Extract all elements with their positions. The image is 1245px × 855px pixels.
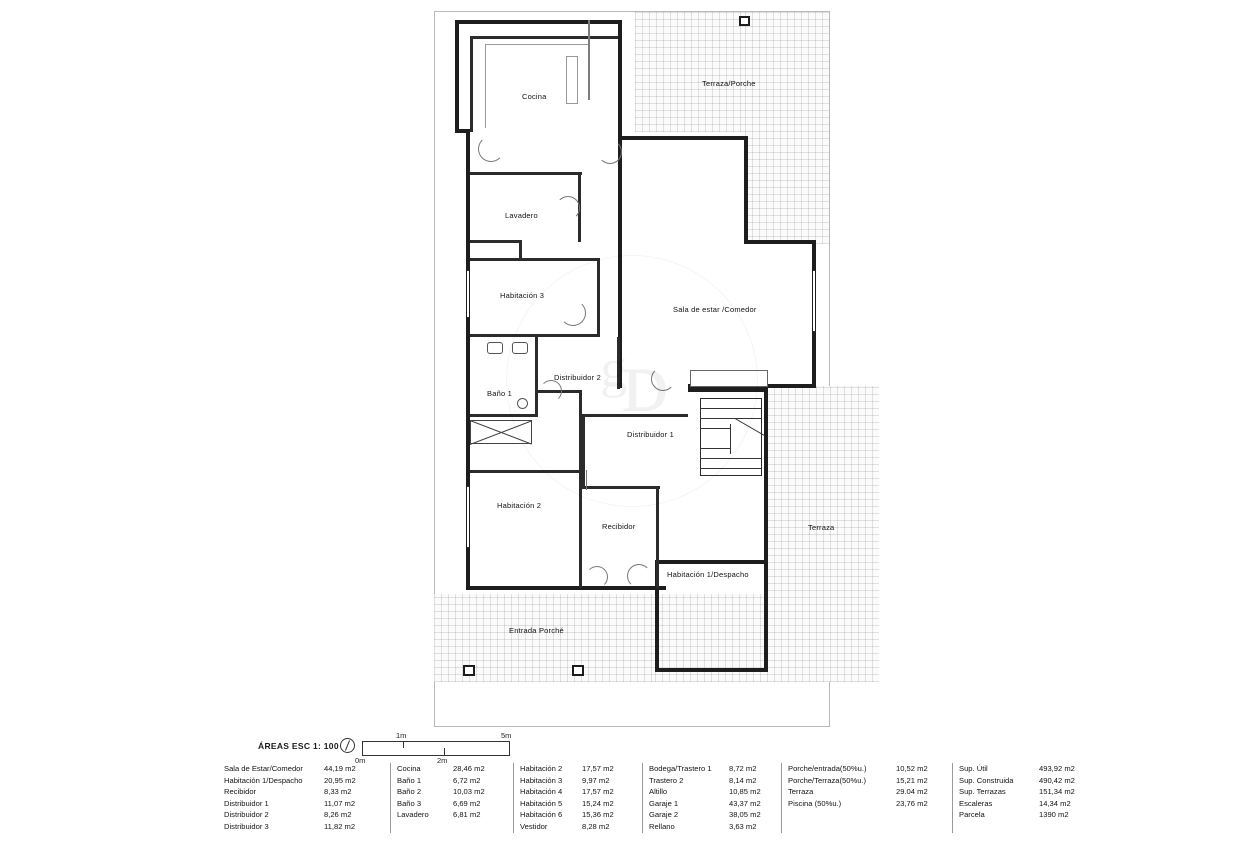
wall-hab3-right — [597, 258, 600, 336]
scale-tick-1m — [403, 741, 404, 748]
door-arc — [586, 566, 608, 588]
wall-dist1-top — [582, 414, 688, 417]
areas-row — [788, 786, 944, 798]
areas-row — [520, 786, 634, 798]
areas-row — [397, 775, 505, 787]
wall-salon-right-upper — [744, 136, 748, 244]
area-value: 11,07 m2 — [324, 798, 356, 808]
areas-row — [520, 798, 634, 810]
areas-row — [649, 821, 773, 833]
areas-column-4 — [642, 763, 781, 833]
area-value: 10,03 m2 — [453, 787, 485, 797]
toilet-icon — [517, 398, 528, 409]
wall-top — [455, 20, 622, 24]
wall-right-lower — [764, 388, 768, 670]
wall-kitchen-inner-top — [470, 36, 618, 39]
scale-line-bottom — [362, 755, 510, 756]
areas-row — [959, 775, 1091, 787]
door-leaf — [586, 470, 587, 490]
area-name: Sala de Estar/Comedor — [224, 764, 303, 773]
area-value: 44,19 m2 — [324, 764, 356, 773]
room-label-distribuidor-2: Distribuidor 2 — [554, 373, 601, 382]
area-name: Vestidor — [520, 821, 548, 831]
scale-line-top-right — [444, 741, 510, 742]
area-value: 151,34 m2 — [1039, 787, 1075, 797]
wall-kitchen-right — [618, 20, 622, 140]
room-label-bano-1: Baño 1 — [487, 389, 512, 398]
area-value: 10,52 m2 — [896, 764, 928, 773]
areas-row — [397, 786, 505, 798]
areas-row — [788, 775, 944, 787]
room-label-lavadero: Lavadero — [505, 211, 538, 220]
area-name: Sup. Terrazas — [959, 787, 1006, 797]
door-arc — [560, 300, 586, 326]
room-label-habitacion-3: Habitación 3 — [500, 291, 545, 300]
areas-row — [224, 775, 382, 787]
stair-step — [700, 458, 762, 459]
areas-row — [649, 763, 773, 775]
areas-row — [397, 809, 505, 821]
area-name: Garaje 2 — [649, 810, 679, 820]
wall-dist2-upper-right — [617, 337, 620, 389]
wall-salon-top — [664, 136, 748, 140]
area-name: Altillo — [649, 787, 668, 797]
hatch-terraza — [767, 386, 879, 682]
sink-icon — [487, 342, 503, 354]
wall-recibidor-top — [582, 486, 660, 489]
scale-tick-2m — [444, 748, 445, 755]
areas-row — [224, 821, 382, 833]
room-label-cocina: Cocina — [522, 92, 547, 101]
area-name: Porche/entrada(50%u.) — [788, 764, 867, 773]
wall-left-step — [455, 129, 470, 133]
door-arc — [540, 380, 562, 402]
wall-bano1-bottom — [470, 414, 538, 417]
wall-hab2-top — [470, 470, 582, 473]
areas-column-5 — [781, 763, 952, 833]
door-arc — [556, 196, 580, 220]
window — [467, 486, 469, 548]
area-value: 6,69 m2 — [453, 798, 481, 808]
terrace-rail — [690, 370, 768, 387]
scale-tick-label-1m: 1m — [396, 731, 407, 740]
areas-row — [520, 809, 634, 821]
area-name: Habitación 1/Despacho — [224, 775, 303, 785]
north-arrow-icon — [340, 738, 355, 753]
porch-post-inner — [741, 18, 748, 24]
room-label-entrada-porche: Entrada Porché — [509, 626, 564, 635]
areas-row — [649, 786, 773, 798]
scale-tick-5m — [509, 741, 510, 755]
area-value: 6,72 m2 — [453, 775, 481, 785]
areas-row — [224, 786, 382, 798]
wall-salon-step — [744, 240, 816, 244]
area-value: 17,57 m2 — [582, 764, 614, 773]
area-name: Baño 2 — [397, 787, 422, 797]
area-name: Terraza — [788, 787, 814, 797]
wall-lavadero-step — [519, 240, 522, 260]
area-value: 8,14 m2 — [729, 775, 757, 785]
area-name: Baño 1 — [397, 775, 422, 785]
area-name: Habitación 3 — [520, 775, 563, 785]
kitchen-counter — [485, 44, 589, 45]
area-value: 15,24 m2 — [582, 798, 614, 808]
wall-bottom-right — [655, 668, 768, 672]
area-value: 3,63 m2 — [729, 821, 757, 831]
areas-row — [959, 786, 1091, 798]
porch-post-2-inner — [465, 667, 473, 674]
area-name: Habitación 2 — [520, 764, 563, 773]
door-arc — [598, 140, 622, 164]
wall-hab3-top — [470, 258, 600, 261]
areas-row — [649, 809, 773, 821]
room-label-distribuidor-1: Distribuidor 1 — [627, 430, 674, 439]
areas-column-2 — [390, 763, 513, 833]
area-value: 8,28 m2 — [582, 821, 610, 831]
sink-icon — [512, 342, 528, 354]
area-name: Garaje 1 — [649, 798, 679, 808]
door-arc — [651, 367, 675, 391]
area-name: Distribuidor 2 — [224, 810, 269, 820]
wall-right-lower-top — [688, 388, 768, 392]
area-name: Bodega/Trastero 1 — [649, 764, 712, 773]
wall-lavadero-bottom — [470, 240, 522, 243]
window — [467, 270, 469, 318]
area-value: 8,26 m2 — [324, 810, 352, 820]
area-name: Trastero 2 — [649, 775, 684, 785]
area-name: Lavadero — [397, 810, 429, 820]
area-name: Habitación 5 — [520, 798, 563, 808]
area-value: 9,97 m2 — [582, 775, 610, 785]
room-label-terraza-porche: Terraza/Porche — [702, 79, 756, 88]
wall-kitchen-inner-left — [470, 36, 473, 132]
kitchen-island — [566, 56, 578, 104]
room-label-sala-estar-comedor: Sala de estar /Comedor — [673, 305, 757, 314]
area-value: 15,36 m2 — [582, 810, 614, 820]
area-value: 10,85 m2 — [729, 787, 761, 797]
stair-rail — [730, 424, 731, 454]
area-name: Distribuidor 1 — [224, 798, 269, 808]
area-name: Piscina (50%u.) — [788, 798, 842, 808]
wall-bano1-right — [535, 337, 538, 417]
areas-table — [224, 763, 1099, 833]
area-value: 1390 m2 — [1039, 810, 1069, 820]
areas-row — [959, 763, 1091, 775]
areas-row — [397, 798, 505, 810]
area-name: Habitación 6 — [520, 810, 563, 820]
area-name: Cocina — [397, 764, 421, 773]
wall-kitchen-bottom — [618, 136, 668, 140]
areas-row — [788, 763, 944, 775]
area-name: Sup. Útil — [959, 764, 988, 773]
stair-step — [700, 468, 762, 469]
kitchen-counter-left — [485, 44, 486, 128]
stair-step — [700, 448, 730, 449]
area-name: Baño 3 — [397, 798, 422, 808]
area-name: Habitación 4 — [520, 787, 563, 797]
window — [813, 270, 815, 332]
scale-tick-label-5m: 5m — [501, 731, 512, 740]
areas-row — [649, 775, 773, 787]
stair-step — [700, 408, 762, 409]
area-value: 15,21 m2 — [896, 775, 928, 785]
area-value: 8,33 m2 — [324, 787, 352, 797]
areas-row — [224, 809, 382, 821]
area-name: Parcela — [959, 810, 985, 820]
area-name: Recibidor — [224, 787, 257, 797]
areas-column-1 — [224, 763, 390, 833]
room-label-terraza: Terraza — [808, 523, 835, 532]
wall-lavadero-top — [470, 172, 582, 175]
areas-row — [520, 821, 634, 833]
areas-row — [224, 763, 382, 775]
area-value: 493,92 m2 — [1039, 764, 1075, 773]
wall-hab1-top — [655, 560, 765, 564]
areas-row — [520, 763, 634, 775]
scale-tick-label-2m: 2m — [437, 756, 448, 765]
areas-column-3 — [513, 763, 642, 833]
wall-recibidor-right — [656, 486, 659, 588]
areas-row — [959, 809, 1091, 821]
area-value: 6,81 m2 — [453, 810, 481, 820]
area-value: 29.04 m2 — [896, 787, 928, 797]
door-arc — [478, 136, 504, 162]
room-label-habitacion-2: Habitación 2 — [497, 501, 542, 510]
wall-dist1-left — [582, 416, 585, 486]
staircase — [700, 398, 762, 476]
porch-post-3-inner — [574, 667, 582, 674]
area-name: Escaleras — [959, 798, 993, 808]
hatch-terraza-porche-right — [745, 12, 829, 244]
area-name: Rellano — [649, 821, 675, 831]
area-value: 28,46 m2 — [453, 764, 485, 773]
areas-row — [520, 775, 634, 787]
stair-step — [700, 418, 762, 419]
area-value: 20,95 m2 — [324, 775, 356, 785]
area-name: Porche/Terraza(50%u.) — [788, 775, 867, 785]
areas-row — [788, 798, 944, 810]
room-label-recibidor: Recibidor — [602, 522, 636, 531]
area-value: 38,05 m2 — [729, 810, 761, 820]
area-value: 17,57 m2 — [582, 787, 614, 797]
areas-row — [397, 763, 505, 775]
wall-left-upper — [455, 20, 459, 132]
wall-dist2-right — [579, 390, 582, 416]
stair-step — [700, 428, 730, 429]
area-value: 8,72 m2 — [729, 764, 757, 773]
kitchen-partition — [588, 20, 590, 100]
areas-row — [649, 798, 773, 810]
scale-label: ÁREAS ESC 1: 100 — [258, 741, 339, 751]
area-value: 14,34 m2 — [1039, 798, 1071, 808]
scale-tick-label-0m: 0m — [355, 756, 366, 765]
area-value: 43,37 m2 — [729, 798, 761, 808]
areas-row — [959, 798, 1091, 810]
area-value: 490,42 m2 — [1039, 775, 1075, 785]
area-name: Distribuidor 3 — [224, 821, 269, 831]
area-name: Sup. Construida — [959, 775, 1014, 785]
room-label-habitacion-1-despacho: Habitación 1/Despacho — [667, 570, 749, 579]
areas-column-6 — [952, 763, 1099, 833]
areas-row — [224, 798, 382, 810]
area-value: 23,76 m2 — [896, 798, 928, 808]
door-arc — [627, 564, 651, 588]
area-value: 11,82 m2 — [324, 821, 356, 831]
scale-tick-start — [362, 741, 363, 755]
